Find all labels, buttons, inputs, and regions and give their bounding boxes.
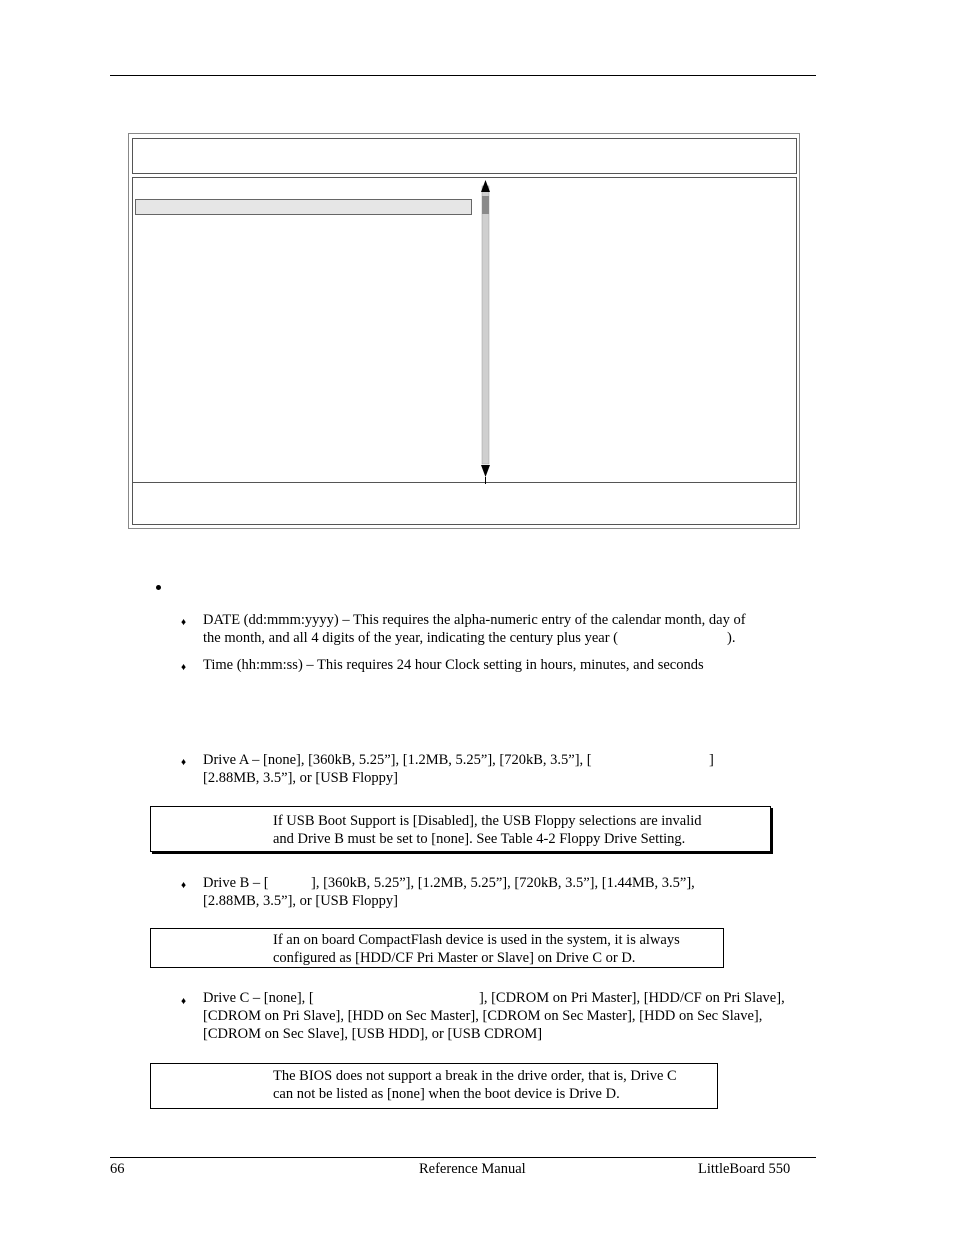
note-drive-order-line1: The BIOS does not support a break in the drive order, that is, Drive C — [273, 1068, 677, 1084]
date-description-end: ). — [727, 630, 736, 646]
footer-manual-title: Reference Manual — [419, 1161, 526, 1177]
drive-a-options-end: ] — [709, 752, 714, 768]
note-compactflash-line2: configured as [HDD/CF Pri Master or Slave] on Drive C or D. — [273, 950, 636, 966]
bios-outer-frame — [129, 134, 800, 529]
diamond-bullet-icon: ♦ — [181, 662, 187, 673]
note-usb-floppy-line2: and Drive B must be set to [none]. See Table 4-2 Floppy Drive Setting. — [273, 831, 686, 847]
diamond-bullet-icon: ♦ — [181, 880, 187, 891]
time-description: Time (hh:mm:ss) – This requires 24 hour Clock setting in hours, minutes, and seconds — [203, 657, 704, 673]
drive-b-options: ], [360kB, 5.25”], [1.2MB, 5.25”], [720kB, 3.5”], [1.44MB, 3.5”], — [311, 875, 695, 891]
drive-c-options-start: Drive C – [none], [ — [203, 990, 314, 1006]
footer-product-name: LittleBoard 550 — [698, 1161, 791, 1177]
bios-title-panel — [133, 139, 797, 174]
bullet-dot — [156, 585, 161, 590]
drive-a-options-cont: [2.88MB, 3.5”], or [USB Floppy] — [203, 770, 398, 786]
drive-a-options: Drive A – [none], [360kB, 5.25”], [1.2MB, 5.25”], [720kB, 3.5”], [ — [203, 752, 592, 768]
scroll-down-arrow-icon — [481, 465, 490, 477]
drive-b-options-cont: [2.88MB, 3.5”], or [USB Floppy] — [203, 893, 398, 909]
bios-screen-figure — [0, 0, 954, 540]
drive-c-options-cont1: [CDROM on Pri Slave], [HDD on Sec Master], [CDROM on Sec Master], [HDD on Sec Slave], — [203, 1008, 763, 1024]
note-usb-floppy-line1: If USB Boot Support is [Disabled], the USB Floppy selections are invalid — [273, 813, 702, 829]
note-compactflash-line1: If an on board CompactFlash device is used in the system, it is always — [273, 932, 680, 948]
bios-main-panel — [133, 178, 797, 525]
scrollbar-thumb — [482, 196, 489, 214]
diamond-bullet-icon: ♦ — [181, 996, 187, 1007]
drive-c-options-cont2: [CDROM on Sec Slave], [USB HDD], or [USB CDROM] — [203, 1026, 543, 1042]
note-drive-order-line2: can not be listed as [none] when the boot device is Drive D. — [273, 1086, 620, 1102]
drive-b-options-start: Drive B – [ — [203, 875, 269, 891]
diamond-bullet-icon: ♦ — [181, 757, 187, 768]
footer-rule — [110, 1157, 816, 1158]
scrollbar-track — [482, 186, 489, 464]
diamond-bullet-icon: ♦ — [181, 617, 187, 628]
page-number: 66 — [110, 1161, 125, 1177]
bios-selected-item-bar — [136, 200, 472, 215]
date-description-cont: the month, and all 4 digits of the year, indicating the century plus year ( — [203, 630, 618, 646]
date-description: DATE (dd:mmm:yyyy) – This requires the alpha-numeric entry of the calendar month, day of — [203, 612, 746, 628]
drive-c-options: ], [CDROM on Pri Master], [HDD/CF on Pri Slave], — [479, 990, 785, 1006]
